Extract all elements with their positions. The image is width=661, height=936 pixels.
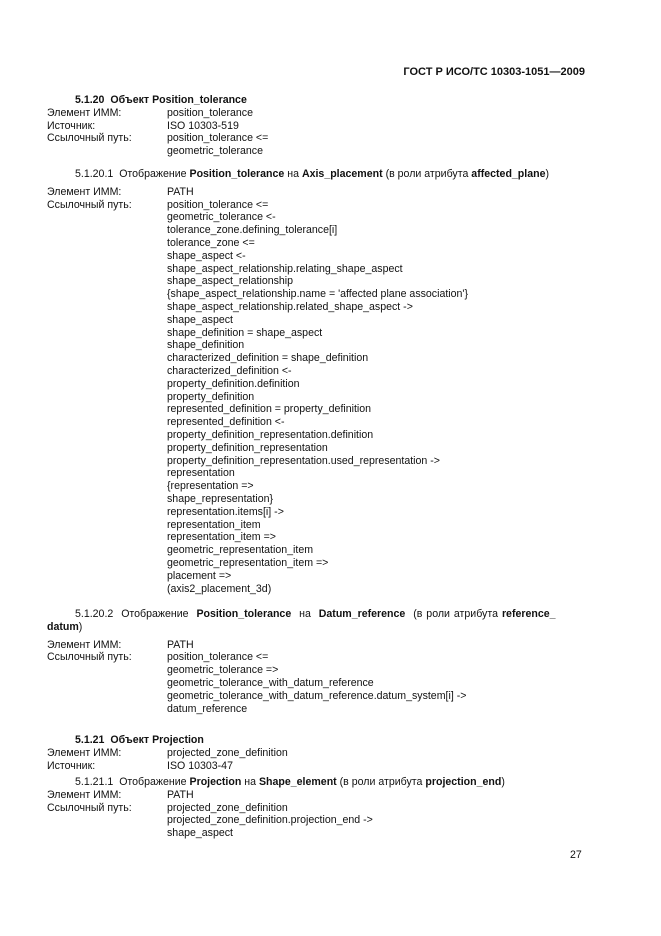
- path-step: shape_aspect: [167, 313, 233, 326]
- mapping-number: 5.1.21.1: [75, 776, 114, 788]
- mapping-source: Position_tolerance: [189, 168, 285, 180]
- attribute-row: [47, 747, 587, 760]
- mapping-target: Axis_placement: [301, 168, 383, 180]
- attribute-label: Ссылочный путь:: [47, 132, 132, 145]
- path-step: shape_aspect_relationship.relating_shape_aspect: [167, 262, 403, 275]
- mapping-attribute: projection_end: [425, 776, 502, 788]
- path-step: (axis2_placement_3d): [167, 582, 272, 595]
- path-step: shape_definition: [167, 339, 245, 352]
- section-5-1-21-1: [47, 776, 587, 840]
- path-step: representation: [167, 467, 235, 480]
- attribute-value: position_tolerance: [167, 106, 253, 119]
- attribute-value: projected_zone_definition: [167, 746, 288, 759]
- path-step: property_definition: [167, 390, 255, 403]
- mapping-attribute: affected_plane: [471, 168, 546, 180]
- attribute-row: [47, 132, 587, 145]
- mapping-number: 5.1.20.2: [75, 608, 114, 620]
- reference-path: [167, 651, 466, 715]
- path-step: geometric_tolerance_with_datum_reference: [167, 676, 374, 689]
- path-step: placement =>: [167, 569, 232, 582]
- path-step: characterized_definition <-: [167, 364, 292, 377]
- mapping-number: 5.1.20.1: [75, 168, 114, 180]
- mapping-text: на: [244, 776, 257, 788]
- attribute-row: [47, 107, 587, 120]
- attribute-value: ISO 10303-519: [167, 119, 239, 132]
- mapping-text: ): [78, 620, 83, 633]
- mapping-heading: [47, 776, 587, 789]
- path-step: datum_reference: [167, 702, 248, 715]
- path-step: shape_definition = shape_aspect: [167, 326, 323, 339]
- element-value: PATH: [167, 788, 194, 801]
- element-row: [47, 186, 587, 199]
- element-row: [47, 789, 587, 802]
- reference-path: [167, 199, 468, 596]
- element-value: PATH: [167, 638, 194, 651]
- path-step: shape_aspect <-: [167, 249, 246, 262]
- path-step: characterized_definition = shape_definition: [167, 352, 369, 365]
- path-step: geometric_representation_item =>: [167, 556, 329, 569]
- document-header: ГОСТ Р ИСО/ТС 10303-1051—2009: [403, 66, 585, 78]
- mapping-text: на: [287, 168, 299, 180]
- section-heading: [47, 94, 587, 107]
- mapping-text: (в роли атрибута: [339, 776, 423, 788]
- path-step: geometric_tolerance_with_datum_reference.datum_system[i] ->: [167, 689, 467, 702]
- mapping-text: Отображение: [119, 776, 187, 788]
- path-step: representation.items[i] ->: [167, 505, 284, 518]
- attribute-value: position_tolerance <=: [167, 132, 269, 145]
- heading-number: 5.1.20: [75, 94, 105, 106]
- element-label: Элемент ИММ:: [47, 788, 122, 801]
- page-number: 27: [570, 849, 582, 861]
- heading-word: Объект: [110, 94, 150, 106]
- mapping-attribute: reference_: [501, 608, 556, 620]
- path-step: geometric_representation_item: [167, 544, 314, 557]
- path-step: geometric_tolerance =>: [167, 664, 279, 677]
- path-step: represented_definition <-: [167, 416, 285, 429]
- path-step: {representation =>: [167, 480, 254, 493]
- heading-number: 5.1.21: [75, 734, 105, 746]
- path-label: Ссылочный путь:: [47, 198, 132, 211]
- mapping-text: на: [299, 608, 311, 620]
- mapping-text: ): [501, 776, 505, 788]
- attribute-label: Элемент ИММ:: [47, 746, 122, 759]
- reference-path: [167, 802, 373, 840]
- mapping-text: Отображение: [121, 608, 189, 620]
- element-label: Элемент ИММ:: [47, 638, 122, 651]
- path-step: tolerance_zone <=: [167, 236, 255, 249]
- element-label: Элемент ИММ:: [47, 185, 122, 198]
- attribute-value: ISO 10303-47: [167, 759, 233, 772]
- section-5-1-21: [47, 734, 587, 772]
- heading-word: Объект: [110, 734, 150, 746]
- mapping-attribute-cont: datum: [47, 620, 79, 633]
- element-value: PATH: [167, 185, 194, 198]
- mapping-text: (в роли атрибута: [385, 168, 469, 180]
- section-5-1-20-2: [47, 608, 587, 715]
- path-step: position_tolerance <=: [167, 651, 269, 664]
- path-label: Ссылочный путь:: [47, 801, 132, 814]
- path-step: property_definition_representation.used_representation ->: [167, 454, 440, 467]
- mapping-target: Shape_element: [258, 776, 337, 788]
- attribute-value: geometric_tolerance: [167, 145, 263, 158]
- path-step: property_definition_representation: [167, 441, 328, 454]
- mapping-source: Projection: [189, 776, 242, 788]
- reference-path-row: [47, 651, 587, 715]
- path-label: Ссылочный путь:: [47, 651, 132, 664]
- attribute-label: [47, 145, 167, 158]
- path-step: representation_item: [167, 518, 261, 531]
- path-step: {shape_aspect_relationship.name = 'affected plane association'}: [167, 288, 468, 301]
- mapping-heading: [47, 168, 587, 181]
- path-step: shape_aspect_relationship.related_shape_aspect ->: [167, 300, 413, 313]
- path-step: tolerance_zone.defining_tolerance[i]: [167, 224, 338, 237]
- attribute-row: [47, 120, 587, 133]
- mapping-target: Datum_reference: [318, 608, 406, 620]
- path-step: projected_zone_definition: [167, 801, 288, 814]
- section-heading: [47, 734, 587, 747]
- attribute-table: [47, 107, 587, 158]
- reference-path-row: [47, 199, 587, 596]
- section-5-1-20: [47, 94, 587, 158]
- path-step: representation_item =>: [167, 531, 276, 544]
- path-step: shape_representation}: [167, 492, 274, 505]
- path-step: position_tolerance <=: [167, 198, 269, 211]
- path-step: property_definition_representation.definition: [167, 428, 374, 441]
- mapping-heading: [47, 608, 587, 634]
- mapping-text: ): [545, 168, 550, 180]
- heading-name: Projection: [152, 734, 204, 746]
- attribute-label: Источник:: [47, 119, 96, 132]
- path-step: geometric_tolerance <-: [167, 211, 276, 224]
- attribute-label: Элемент ИММ:: [47, 106, 122, 119]
- element-row: [47, 639, 587, 652]
- attribute-row: [47, 760, 587, 773]
- path-step: property_definition.definition: [167, 377, 300, 390]
- mapping-text: (в роли атрибута: [413, 608, 498, 620]
- attribute-label: Источник:: [47, 759, 96, 772]
- path-step: projected_zone_definition.projection_end ->: [167, 814, 373, 827]
- path-step: shape_aspect: [167, 827, 233, 840]
- mapping-text: Отображение: [119, 168, 187, 180]
- section-5-1-20-1: [47, 168, 587, 595]
- attribute-row: [47, 145, 587, 158]
- attribute-table: [47, 747, 587, 773]
- path-step: shape_aspect_relationship: [167, 275, 294, 288]
- mapping-source: Position_tolerance: [196, 608, 292, 620]
- path-step: represented_definition = property_definition: [167, 403, 372, 416]
- reference-path-row: [47, 802, 587, 840]
- heading-name: Position_tolerance: [152, 94, 247, 106]
